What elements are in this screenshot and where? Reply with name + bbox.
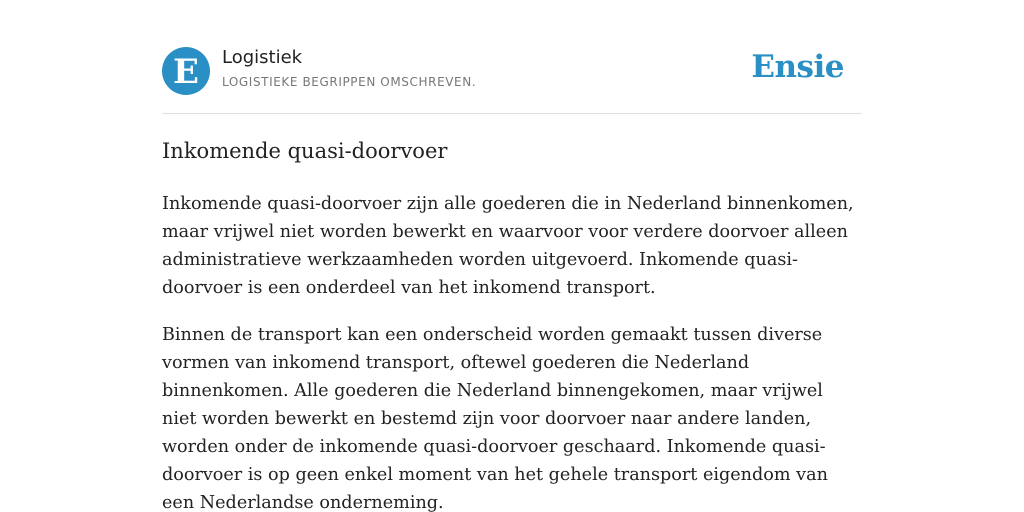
brand-logo[interactable]: Ensie xyxy=(751,49,844,85)
site-header xyxy=(162,43,862,99)
site-subtitle: LOGISTIEKE BEGRIPPEN OMSCHREVEN. xyxy=(222,75,477,89)
logo-letter: E xyxy=(173,52,199,92)
article-title: Inkomende quasi-doorvoer xyxy=(162,139,448,163)
article-paragraph: Binnen de transport kan een onderscheid worden gemaakt tussen diverse vormen van inkomend transport, oftewel goederen die Nederland binnenkomen. Alle goederen die Nederland binnengekomen, maar vrijwel niet worden bewerkt en bestemd zijn voor doorvoer naar andere landen, worden onder de inkomende quasi-doorvoer geschaard. Inkomende quasi-doorvoer is op geen enkel moment van het gehele transport eigendom van een Nederlandse onderneming. xyxy=(162,325,828,512)
site-title[interactable]: Logistiek xyxy=(222,47,303,68)
header-divider xyxy=(162,113,862,114)
article-paragraph: Inkomende quasi-doorvoer zijn alle goederen die in Nederland binnenkomen, maar vrijwel niet worden bewerkt en waarvoor voor verdere doorvoer alleen administratieve werkzaamheden worden uitgevoerd. Inkomende quasi-doorvoer is een onderdeel van het inkomend transport. xyxy=(162,194,854,298)
content-card xyxy=(162,0,862,512)
site-logo[interactable] xyxy=(162,47,210,95)
